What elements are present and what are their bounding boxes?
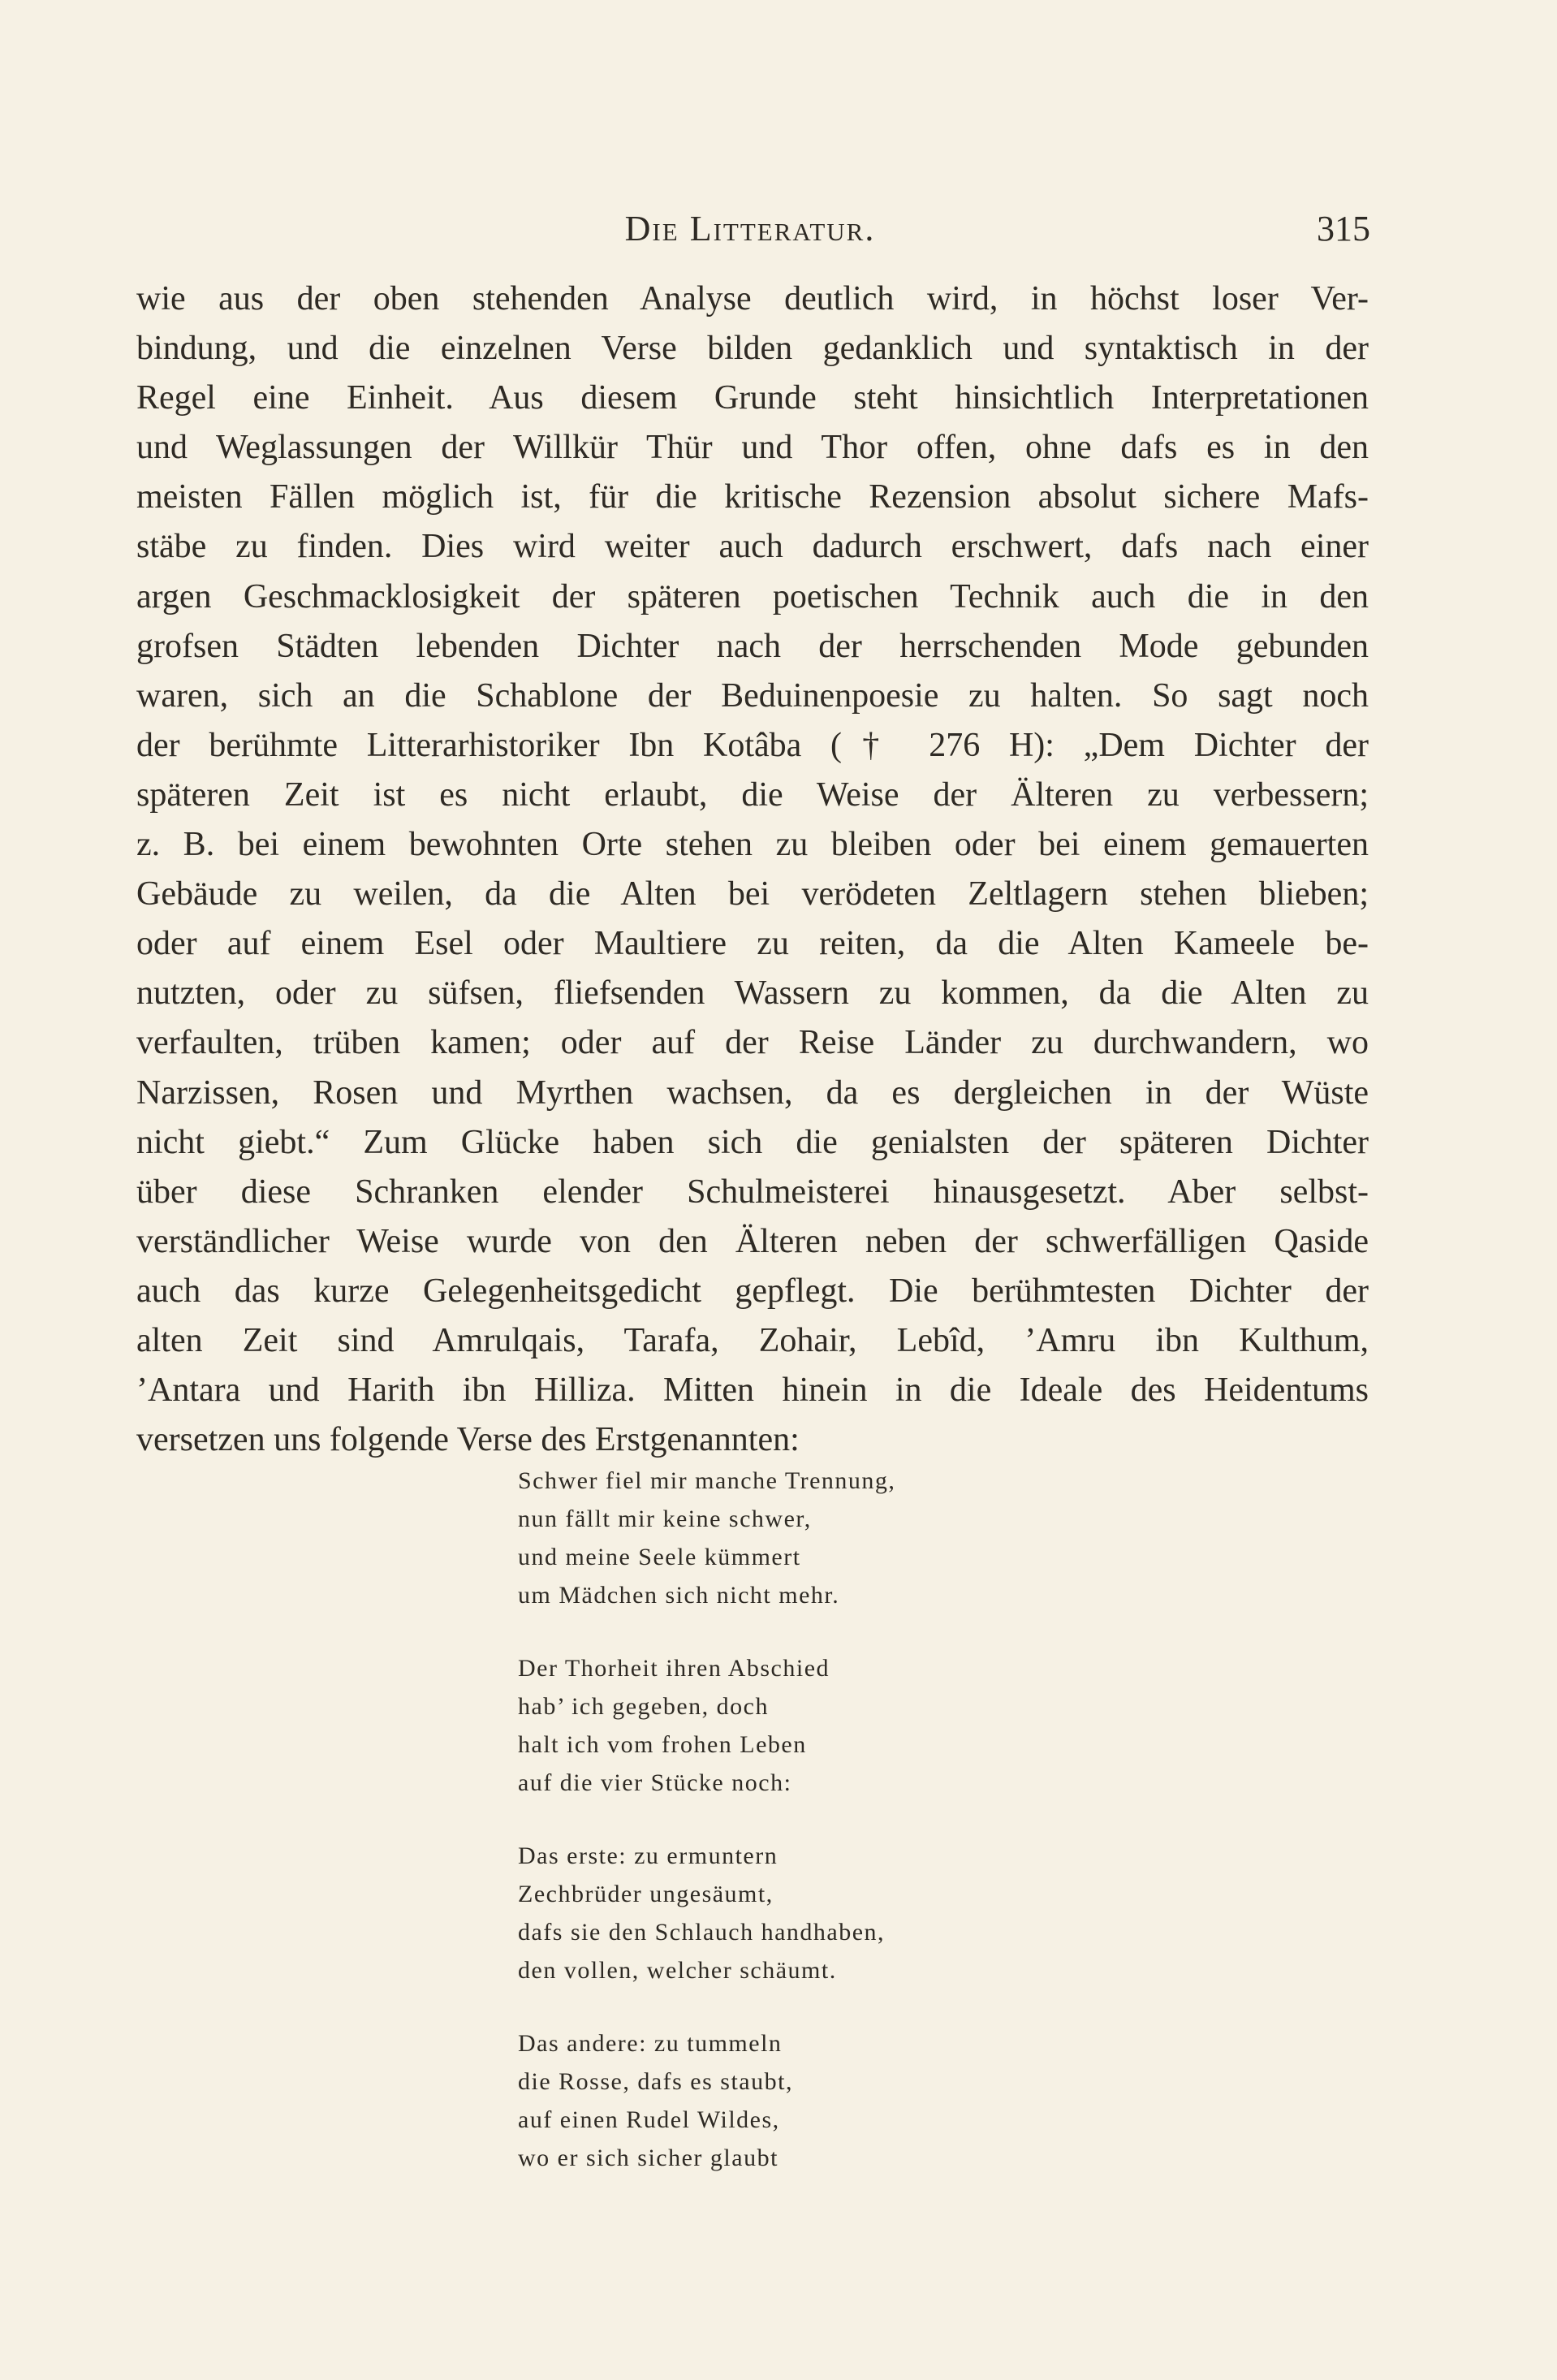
stanza (518, 1649, 1102, 1802)
text-line: verständlicher Weise wurde von den Älteren neben der schwerfälligen Qaside (136, 1222, 1369, 1260)
text-line: bindung, und die einzelnen Verse bilden gedanklich und syntaktisch in der (136, 330, 1369, 368)
text-line: Gebäude zu weilen, da die Alten bei verödeten Zeltlagern stehen blieben; (136, 875, 1369, 914)
text-line: wie aus der oben stehenden Analyse deutlich wird, in höchst loser Ver- (136, 280, 1369, 317)
page-number: 315 (1317, 209, 1370, 248)
verse-line: dafs sie den Schlauch handhaben, (518, 1919, 886, 1946)
text-line: Regel eine Einheit. Aus diesem Grunde steht hinsichtlich Interpretationen (136, 379, 1369, 417)
text-line: der berühmte Litterarhistoriker Ibn Kotâba († 276 H): „Dem Dichter der (136, 726, 1369, 764)
text-line: waren, sich an die Schablone der Beduinenpoesie zu halten. So sagt noch (136, 676, 1369, 715)
verse-line: Der Thorheit ihren Abschied (518, 1655, 830, 1682)
verse-line: und meine Seele kümmert (518, 1544, 801, 1570)
text-line: und Weglassungen der Willkür Thür und Thor offen, ohne dafs es in den (136, 429, 1369, 467)
text-line: verfaulten, trüben kamen; oder auf der Reise Länder zu durchwandern, wo (136, 1024, 1369, 1062)
text-line: stäbe zu finden. Dies wird weiter auch dadurch erschwert, dafs nach einer (136, 528, 1369, 566)
verse-line: Schwer fiel mir manche Trennung, (518, 1467, 896, 1494)
verse-line: auf die vier Stücke noch: (518, 1769, 792, 1796)
text-line: ’Antara und Harith ibn Hilliza. Mitten hinein in die Ideale des Heidentums (136, 1371, 1369, 1410)
text-line: oder auf einem Esel oder Maultiere zu reiten, da die Alten Kameele be- (136, 925, 1369, 963)
verse-line: Das andere: zu tummeln (518, 2030, 783, 2057)
verse-line: den vollen, welcher schäumt. (518, 1957, 837, 1984)
stanza (518, 2024, 1102, 2177)
verse-line: wo er sich sicher glaubt (518, 2145, 778, 2171)
text-line: grofsen Städten lebenden Dichter nach der herrschenden Mode gebunden (136, 627, 1369, 665)
stanza (518, 1837, 1102, 1989)
text-line: auch das kurze Gelegenheitsgedicht gepflegt. Die berühmtesten Dichter der (136, 1272, 1369, 1310)
text-line: versetzen uns folgende Verse des Erstgenannten: (136, 1421, 800, 1459)
verse-line: nun fällt mir keine schwer, (518, 1505, 812, 1532)
text-line: z. B. bei einem bewohnten Orte stehen zu bleiben oder bei einem gemauerten (136, 826, 1369, 864)
text-line: nutzten, oder zu süfsen, fliefsenden Wassern zu kommen, da die Alten zu (136, 974, 1369, 1013)
running-head (130, 205, 1370, 253)
text-line: alten Zeit sind Amrulqais, Tarafa, Zohair, Lebîd, ’Amru ibn Kulthum, (136, 1321, 1369, 1359)
poem (518, 1462, 1102, 2212)
text-line: argen Geschmacklosigkeit der späteren poetischen Technik auch die in den (136, 577, 1369, 616)
verse-line: Zechbrüder ungesäumt, (518, 1881, 774, 1907)
verse-line: die Rosse, dafs es staubt, (518, 2068, 793, 2095)
body-paragraph (136, 274, 1369, 1465)
verse-line: auf einen Rudel Wildes, (518, 2106, 780, 2133)
text-line: nicht giebt.“ Zum Glücke haben sich die genialsten der späteren Dichter (136, 1123, 1369, 1161)
verse-line: hab’ ich gegeben, doch (518, 1693, 769, 1720)
verse-line: Das erste: zu ermuntern (518, 1842, 778, 1869)
text-line: Narzissen, Rosen und Myrthen wachsen, da es dergleichen in der Wüste (136, 1073, 1369, 1112)
text-line: meisten Fällen möglich ist, für die kritische Rezension absolut sichere Mafs- (136, 478, 1369, 516)
verse-line: halt ich vom frohen Leben (518, 1731, 807, 1758)
text-line: späteren Zeit ist es nicht erlaubt, die Weise der Älteren zu verbessern; (136, 775, 1369, 814)
text-line: über diese Schranken elender Schulmeisterei hinausgesetzt. Aber selbst- (136, 1173, 1369, 1211)
running-title: Die Litteratur. (624, 209, 876, 248)
stanza (518, 1462, 1102, 1614)
verse-line: um Mädchen sich nicht mehr. (518, 1582, 840, 1609)
